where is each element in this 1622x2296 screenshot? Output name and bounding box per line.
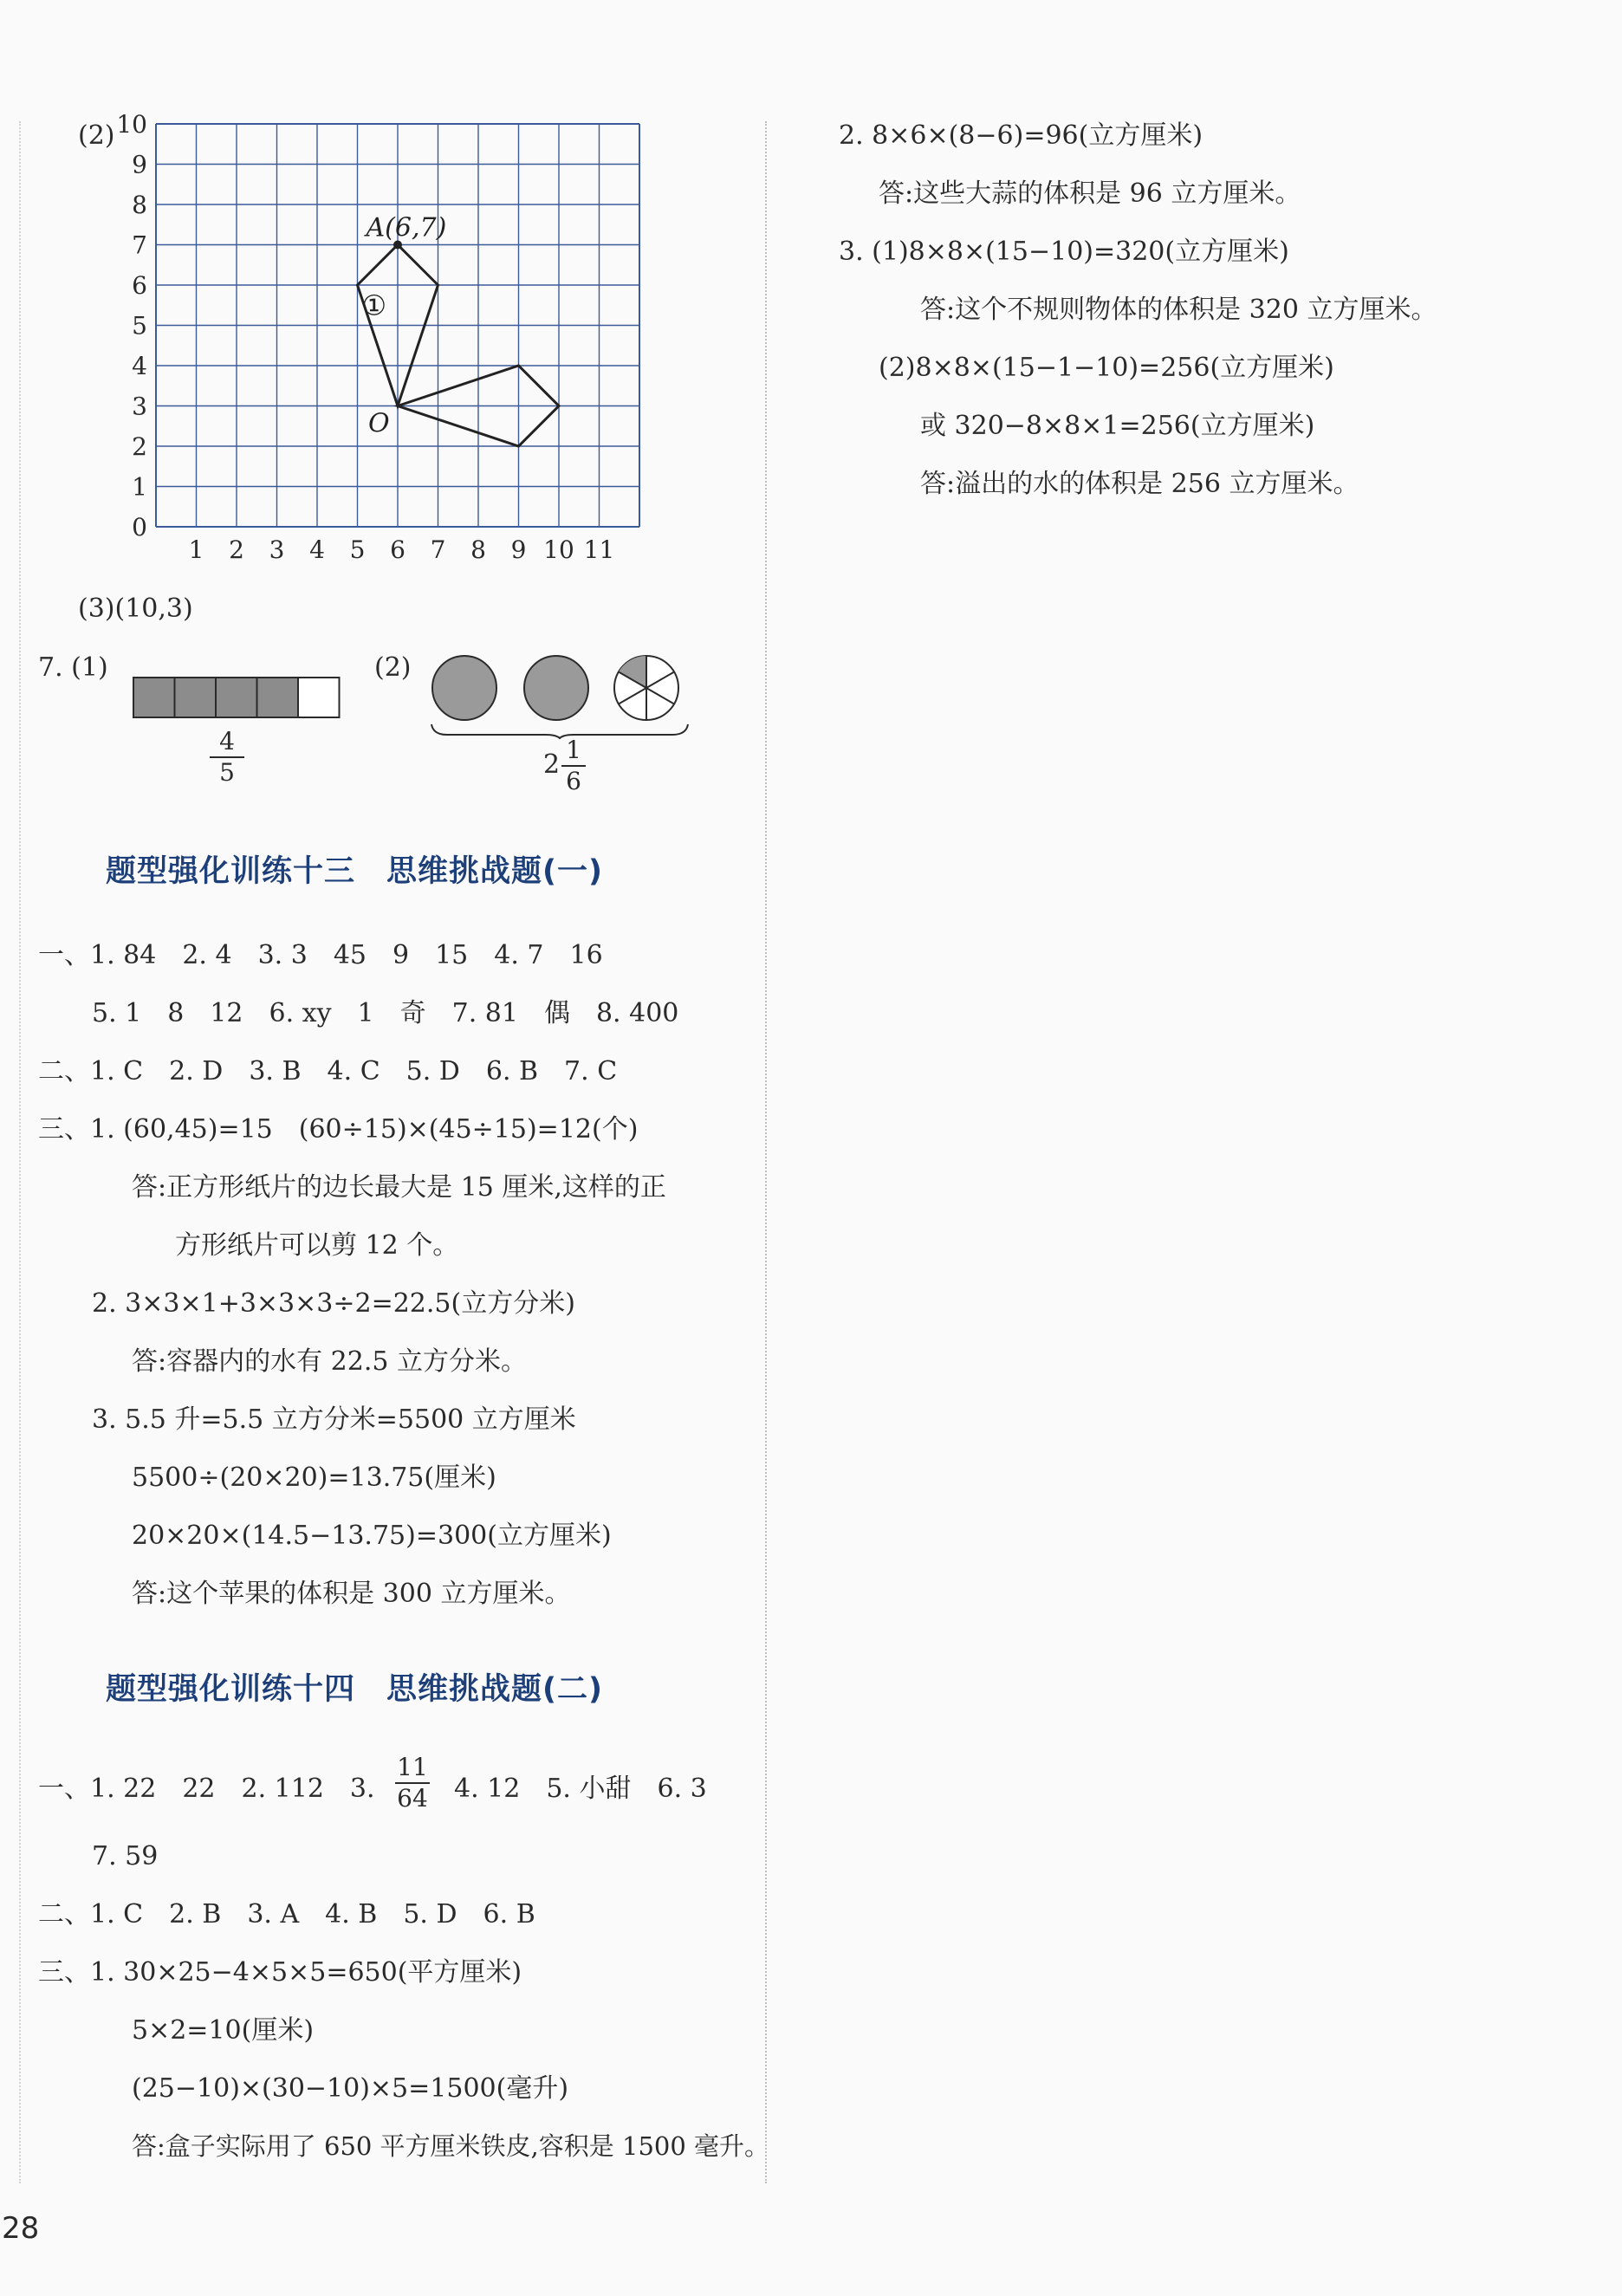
origin-label: O [368,408,390,439]
s14-line: 5×2=10(厘米) [132,2015,315,2046]
column-divider [765,121,767,2183]
x-tick-label: 5 [349,535,366,564]
brace [431,724,688,738]
fraction-square [216,678,257,717]
x-tick-label: 1 [188,535,204,564]
whole-circle [524,656,588,720]
x-tick-label: 7 [430,535,446,564]
fraction-square [133,678,175,717]
fraction-square [257,678,299,717]
fraction-11-64 [395,1755,430,1811]
s14-line: 三、1. 30×25−4×5×5=650(平方厘米) [38,1957,522,1988]
x-tick-label: 2 [229,535,244,564]
right-line: 答:这个不规则物体的体积是 320 立方厘米。 [920,295,1437,325]
x-tick-label: 9 [510,535,527,564]
right-line: (2)8×8×(15−1−10)=256(立方厘米) [879,353,1334,383]
s13-line: 3. 5.5 升=5.5 立方分米=5500 立方厘米 [92,1404,576,1435]
x-tick-label: 4 [309,535,325,564]
q7-label: 7. (1) [38,652,108,683]
s14-line1-b: 4. 12 5. 小甜 6. 3 [454,1774,707,1804]
shape-label: ① [361,289,387,322]
s13-line: 5500÷(20×20)=13.75(厘米) [132,1463,496,1493]
right-line: 或 320−8×8×1=256(立方厘米) [920,411,1315,441]
s13-line: 二、1. C 2. D 3. B 4. C 5. D 6. B 7. C [38,1056,618,1086]
fraction-four-fifths [210,727,244,787]
right-line: 3. (1)8×8×(15−10)=320(立方厘米) [839,237,1289,267]
x-tick-label: 11 [583,535,615,564]
frac-num: 11 [397,1753,428,1781]
right-line: 答:这些大蒜的体积是 96 立方厘米。 [879,178,1301,209]
s13-line: 5. 1 8 12 6. xy 1 奇 7. 81 偶 8. 400 [92,998,679,1028]
s13-line: 方形纸片可以剪 12 个。 [175,1230,459,1261]
right-line: 2. 8×6×(8−6)=96(立方厘米) [839,120,1204,151]
mixed-fraction [561,738,586,794]
frac-den: 6 [566,767,581,795]
s13-line: 答:容器内的水有 22.5 立方分米。 [132,1346,527,1377]
x-tick-label: 8 [470,535,486,564]
coordinate-graph [116,110,676,580]
q7-part2-label: (2) [374,652,412,683]
right-line: 答:溢出的水的体积是 256 立方厘米。 [920,469,1359,499]
frac-den: 64 [397,1784,428,1813]
s14-line: 7. 59 [92,1841,159,1871]
y-tick-label: 8 [132,191,147,219]
page-number: 28 [2,2211,40,2246]
y-tick-label: 7 [132,230,147,260]
y-tick-label: 10 [116,110,147,139]
s14-line: 二、1. C 2. B 3. A 4. B 5. D 6. B [38,1899,535,1930]
section14-title: 题型强化训练十四 思维挑战题(二) [106,1672,603,1707]
whole-circle [432,656,496,720]
s13-line: 一、1. 84 2. 4 3. 3 45 9 15 4. 7 16 [38,940,603,970]
y-tick-label: 0 [132,513,147,542]
s13-line: 三、1. (60,45)=15 (60÷15)×(45÷15)=12(个) [38,1114,639,1145]
part3-answer: (3)(10,3) [78,593,193,624]
y-tick-label: 2 [132,432,147,461]
y-tick-label: 6 [132,271,147,300]
left-margin-line [19,121,21,2183]
x-tick-label: 6 [390,535,406,564]
s13-line: 答:正方形纸片的边长最大是 15 厘米,这样的正 [132,1172,666,1203]
fraction-square [175,678,217,717]
fraction-squares [132,676,345,721]
y-tick-label: 9 [132,150,147,179]
frac-num: 4 [219,727,235,756]
graph-part-label: (2) [78,120,115,151]
s13-line: 20×20×(14.5−13.75)=300(立方厘米) [132,1521,612,1551]
point-a-label: A(6,7) [366,212,447,243]
s14-line: (25−10)×(30−10)×5=1500(毫升) [132,2073,569,2104]
fraction-square [298,678,340,717]
fraction-circles [430,652,698,738]
y-tick-label: 1 [132,472,147,502]
s13-line: 2. 3×3×1+3×3×3÷2=22.5(立方分米) [92,1288,575,1319]
s13-line: 答:这个苹果的体积是 300 立方厘米。 [132,1579,571,1609]
section13-title: 题型强化训练十三 思维挑战题(一) [106,854,603,889]
y-tick-label: 5 [132,311,147,341]
y-tick-label: 3 [132,392,147,421]
x-tick-label: 3 [269,535,285,564]
s14-line1-a: 一、1. 22 22 2. 112 3. [38,1774,375,1804]
s14-line: 答:盒子实际用了 650 平方厘米铁皮,容积是 1500 毫升。 [132,2131,770,2161]
y-tick-label: 4 [132,352,147,380]
frac-den: 5 [219,758,235,787]
frac-num: 1 [566,736,581,764]
x-tick-label: 10 [543,535,574,564]
mixed-whole: 2 [543,749,561,780]
